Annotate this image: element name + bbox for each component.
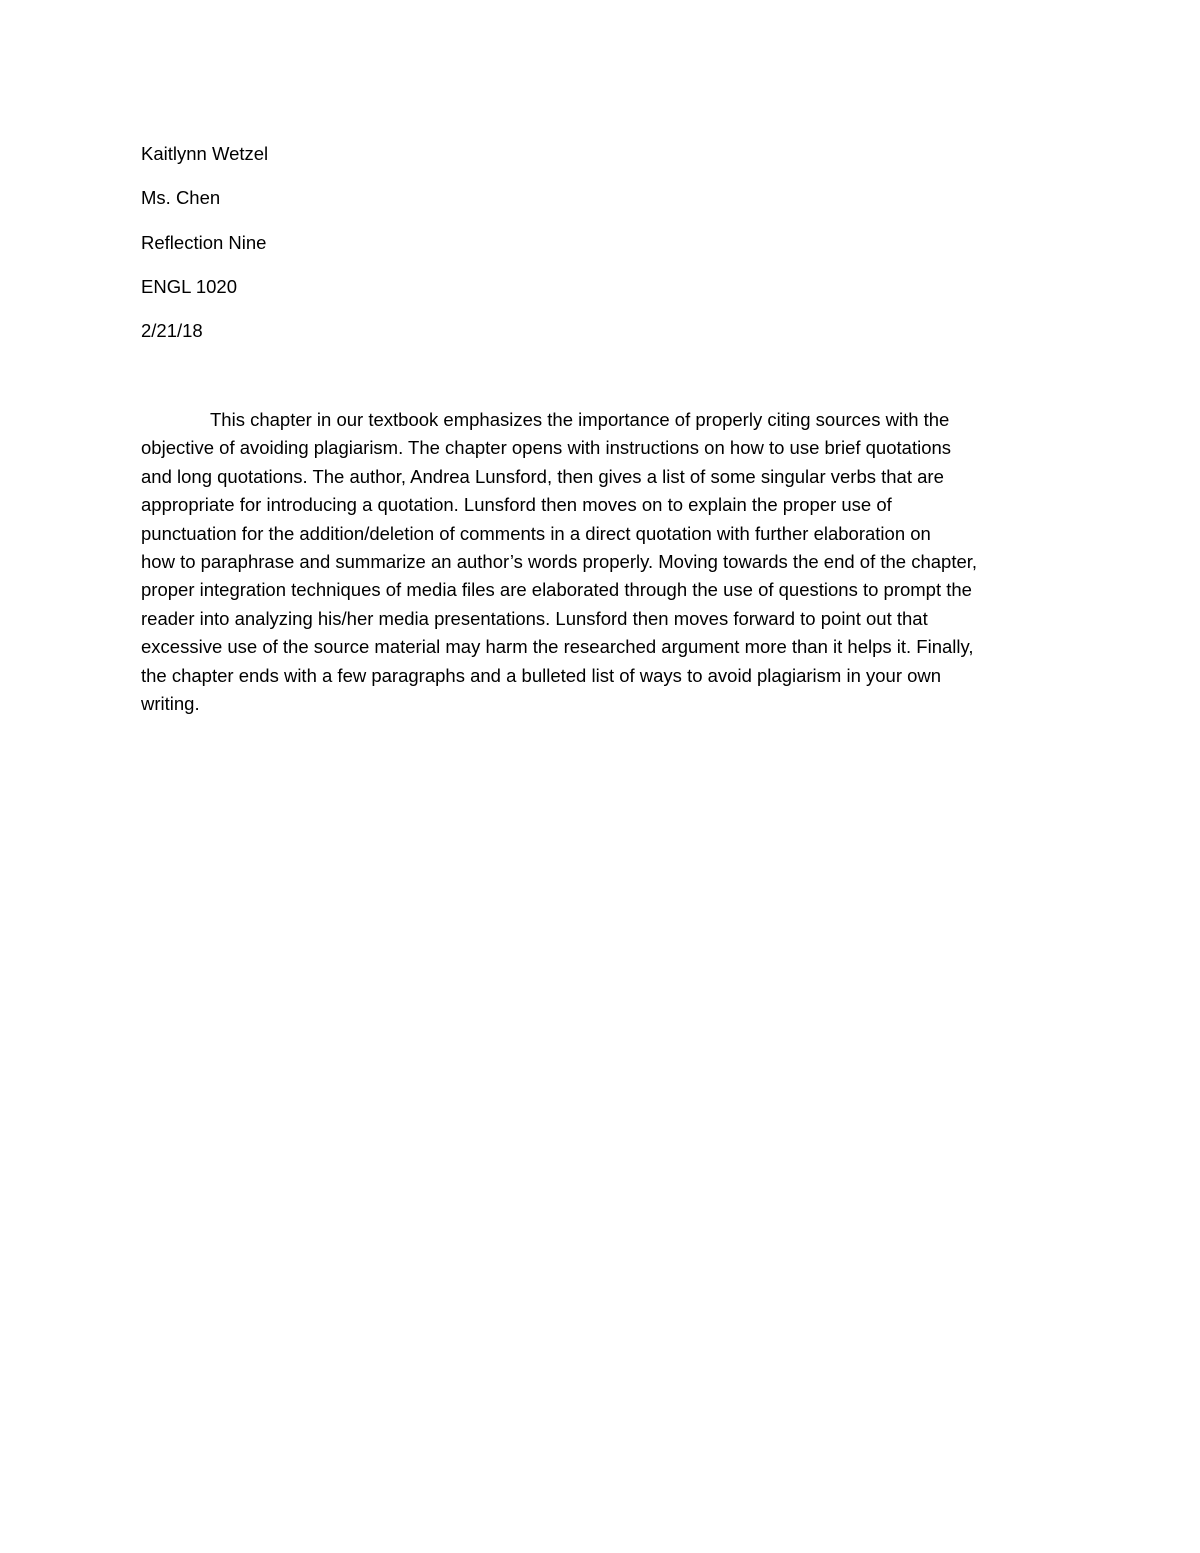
body-line: writing. [141,692,200,714]
date: 2/21/18 [141,320,203,341]
student-name: Kaitlynn Wetzel [141,143,269,164]
body-line: proper integration techniques of media files are elaborated through the use of questions to prompt the [141,579,972,601]
body-line: excessive use of the source material may harm the researched argument more than it helps it. Finally, [141,636,974,658]
body-line: reader into analyzing his/her media presentations. Lunsford then moves forward to point out that [141,607,928,629]
body-line: punctuation for the addition/deletion of comments in a direct quotation with further elaboration on [141,522,931,544]
body-line: This chapter in our textbook emphasizes the importance of properly citing sources with the [210,409,950,430]
body-line: objective of avoiding plagiarism. The chapter opens with instructions on how to use brief quotations [141,437,952,459]
mla-heading [141,143,268,364]
body-line: appropriate for introducing a quotation. Lunsford then moves on to explain the proper use of [141,494,892,516]
body-line: how to paraphrase and summarize an author’s words properly. Moving towards the end of the chapter, [141,550,978,572]
body-paragraph [141,406,1061,718]
instructor-name: Ms. Chen [141,187,221,209]
course-code: ENGL 1020 [141,275,237,297]
assignment-title: Reflection Nine [141,231,267,253]
body-line: the chapter ends with a few paragraphs and a bulleted list of ways to avoid plagiarism in your own [141,664,942,686]
body-line: and long quotations. The author, Andrea Lunsford, then gives a list of some singular verbs that are [141,465,944,487]
